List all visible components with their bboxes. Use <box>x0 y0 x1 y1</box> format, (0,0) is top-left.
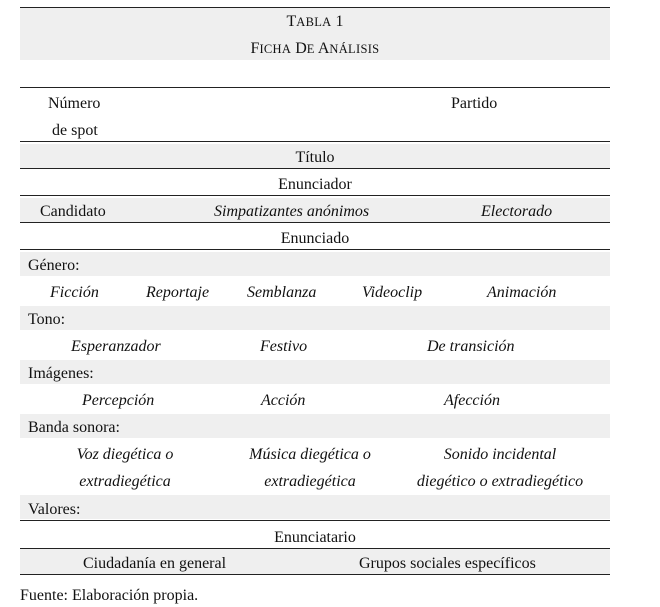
enunciador-option-electorado: Electorado <box>481 203 553 220</box>
banda-sonora-option-musica-line1: Música diegética o <box>249 446 371 463</box>
genero-label: Género: <box>28 257 80 274</box>
table-title: FICHA DE ANÁLISIS <box>250 40 380 57</box>
tono-option-esperanzador: Esperanzador <box>71 338 161 355</box>
enunciador-option-candidato: Candidato <box>40 203 106 220</box>
header-spot-number-line1: Número <box>48 95 101 112</box>
table-number: TABLA 1 <box>286 13 344 30</box>
genero-option-ficcion: Ficción <box>50 284 99 301</box>
imagenes-option-percepcion: Percepción <box>82 392 155 409</box>
genero-option-videoclip: Videoclip <box>362 284 423 301</box>
header-bottom-rule <box>20 141 610 142</box>
bottom-rule <box>20 574 610 575</box>
banda-sonora-option-musica-line2: extradiegética <box>264 473 356 490</box>
enunciado-heading: Enunciado <box>280 230 350 247</box>
top-rule <box>20 7 610 8</box>
header-top-rule <box>20 87 610 88</box>
enunciatario-option-grupos: Grupos sociales específicos <box>359 555 536 572</box>
table-source-note: Fuente: Elaboración propia. <box>20 587 199 604</box>
enunciatario-option-ciudadania: Ciudadanía en general <box>83 555 227 572</box>
banda-sonora-label: Banda sonora: <box>28 419 120 436</box>
genero-option-animacion: Animación <box>487 284 557 301</box>
banda-sonora-option-sonido-line1: Sonido incidental <box>443 446 557 463</box>
tono-option-festivo: Festivo <box>260 338 308 355</box>
valores-label: Valores: <box>28 501 81 518</box>
tono-option-de-transicion: De transición <box>427 338 515 355</box>
banda-sonora-option-sonido-line2: diegético o extradiegético <box>416 473 584 490</box>
header-party: Partido <box>451 95 498 112</box>
genero-option-semblanza: Semblanza <box>247 284 317 301</box>
table-caption <box>20 7 610 60</box>
enunciador-option-simpatizantes: Simpatizantes anónimos <box>214 203 370 220</box>
tono-label: Tono: <box>28 311 66 328</box>
header-spot-number-line2: de spot <box>52 122 98 139</box>
genero-option-reportaje: Reportaje <box>146 284 210 301</box>
row-title: Título <box>295 149 335 166</box>
enunciatario-heading: Enunciatario <box>274 529 356 546</box>
imagenes-label: Imágenes: <box>28 365 94 382</box>
imagenes-option-afeccion: Afección <box>444 392 500 409</box>
banda-sonora-option-voz-line1: Voz diegética o <box>76 446 174 463</box>
banda-sonora-option-voz-line2: extradiegética <box>79 473 171 490</box>
imagenes-option-accion: Acción <box>261 392 306 409</box>
enunciador-heading: Enunciador <box>278 176 352 193</box>
